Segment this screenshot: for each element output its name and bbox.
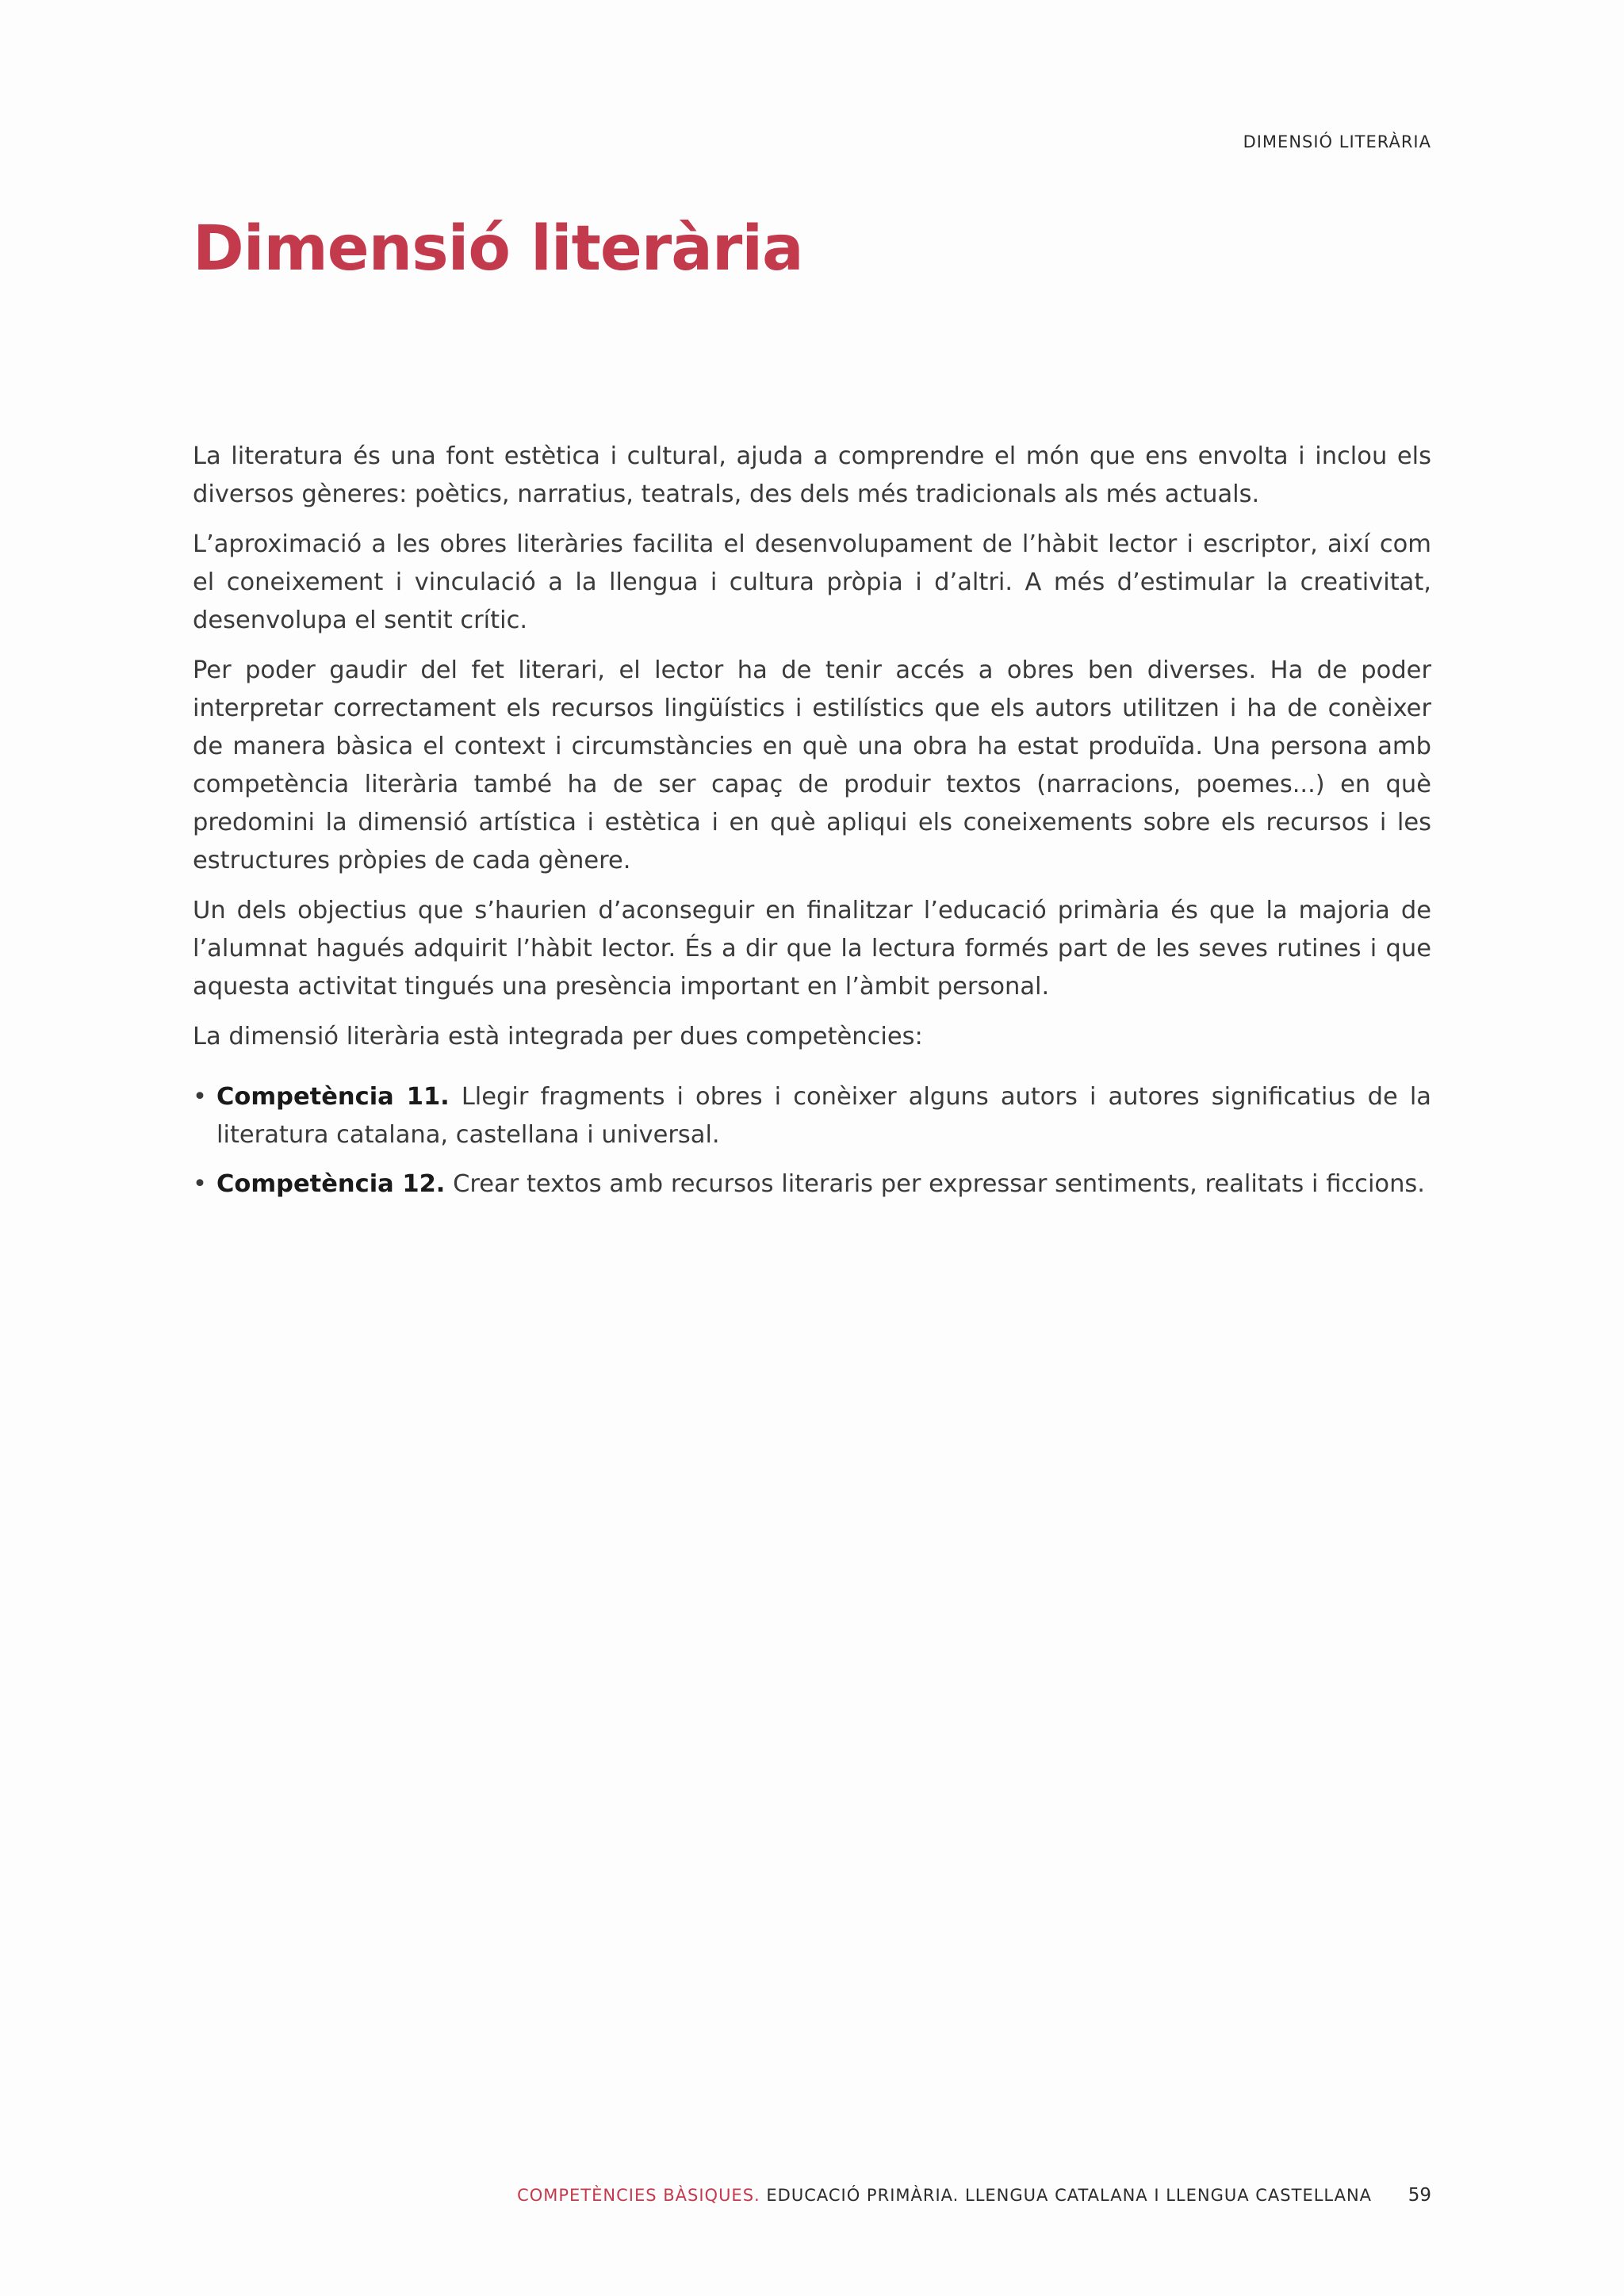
body-text xyxy=(193,438,1431,1215)
list-item-competencia-11 xyxy=(193,1078,1431,1154)
page-number: 59 xyxy=(1408,2185,1431,2206)
paragraph-competencies-intro: La dimensió literària està integrada per dues competències: xyxy=(193,1023,923,1050)
competencia-description: Llegir fragments i obres i conèixer alguns autors i autores significatius de la literatura catalana, castellana i universal. xyxy=(216,1083,1431,1149)
bullet-icon: • xyxy=(193,1170,207,1198)
competencies-list xyxy=(193,1078,1431,1203)
page-footer xyxy=(517,2185,1431,2206)
footer-subtitle: EDUCACIÓ PRIMÀRIA. LLENGUA CATALANA I LLENGUA CASTELLANA xyxy=(766,2186,1373,2205)
bullet-icon: • xyxy=(193,1083,207,1111)
paragraph-approach: L’aproximació a les obres literàries facilita el desenvolupament de l’hàbit lector i escriptor, així com el coneixement i vinculació a la llengua i cultura pròpia i d’altri. A més d’estimular la creativitat, desenvolupa el sentit crític. xyxy=(193,530,1431,634)
competencia-label: Competència 12. xyxy=(216,1170,446,1198)
paragraph-intro: La literatura és una font estètica i cultural, ajuda a comprendre el món que ens envolta i inclou els diversos gèneres: poètics, narratius, teatrals, des dels més tradicionals als més actuals. xyxy=(193,442,1431,508)
list-item-competencia-12 xyxy=(193,1165,1431,1203)
page-title: Dimensió literària xyxy=(193,213,803,285)
paragraph-enjoyment: Per poder gaudir del fet literari, el lector ha de tenir accés a obres ben diverses. Ha de poder interpretar correctament els recursos lingüístics i estilístics que els autors utilitzen i ha de conèixer de manera bàsica el context i circumstàncies en què una obra ha estat produïda. Una persona amb competència literària també ha de ser capaç de produir textos (narracions, poemes...) en què predomini la dimensió artística i estètica i en què apliqui els coneixements sobre els recursos i les estructures pròpies de cada gènere. xyxy=(193,656,1431,874)
paragraph-objectives: Un dels objectius que s’haurien d’aconseguir en finalitzar l’educació primària és que la majoria de l’alumnat hagués adquirit l’hàbit lector. És a dir que la lectura formés part de les seves rutines i que aquesta activitat tingués una presència important en l’àmbit personal. xyxy=(193,897,1431,1001)
competencia-description: Crear textos amb recursos literaris per expressar sentiments, realitats i ficcions. xyxy=(453,1170,1425,1198)
running-head: DIMENSIÓ LITERÀRIA xyxy=(1243,132,1431,151)
competencia-label: Competència 11. xyxy=(216,1083,450,1111)
footer-series: COMPETÈNCIES BÀSIQUES. xyxy=(517,2186,760,2205)
